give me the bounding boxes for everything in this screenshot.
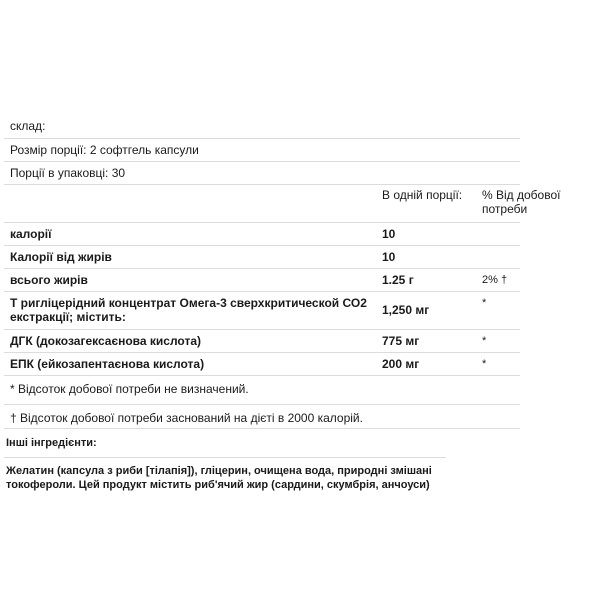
- other-ingredients-section: [4, 428, 520, 492]
- servings-per-container: Порції в упаковці: 30: [10, 166, 126, 180]
- other-ingredients-text: Желатин (капсула з риби [тілапія]), гліцерин, очищена вода, природні змішані токофероли. Цей продукт містить риб'ячий жир (сардини, скумбрія, анчоуси): [4, 457, 446, 492]
- nutrient-name: ЕПК (ейкозапентаєнова кислота): [10, 357, 205, 371]
- nutrition-table: [4, 115, 561, 433]
- column-header-row: [4, 184, 561, 222]
- nutrient-name: всього жирів: [10, 273, 88, 287]
- footnote-row: [4, 375, 520, 404]
- nutrient-amount: 1.25 г: [382, 273, 414, 287]
- nutrient-row: [4, 222, 520, 245]
- other-ingredients-title: Інші інгредієнти:: [6, 437, 97, 449]
- nutrient-amount: 200 мг: [382, 357, 420, 371]
- amount-column-header: В одній порції:: [382, 188, 463, 202]
- nutrient-name: калорії: [10, 227, 52, 241]
- nutrient-name: ДГК (докозагексаєнова кислота): [10, 334, 201, 348]
- nutrient-daily-value: *: [482, 335, 487, 347]
- footnote-not-established: * Відсоток добової потреби не визначений.: [10, 382, 249, 396]
- nutrient-amount: 10: [382, 227, 396, 241]
- nutrient-daily-value: *: [482, 297, 487, 309]
- nutrient-amount: 1,250 мг: [382, 303, 430, 317]
- nutrient-row: [4, 245, 520, 268]
- daily-value-column-header: % Від добової потреби: [482, 188, 561, 216]
- serving-size: Розмір порції: 2 софтгель капсули: [10, 143, 199, 157]
- nutrient-row: [4, 352, 520, 375]
- nutrient-row: [4, 268, 520, 291]
- label-title: склад:: [10, 119, 46, 133]
- serving-size-row: [4, 138, 520, 161]
- nutrient-name: Т ригліцерідний концентрат Омега-3 сверхкритической СО2 екстракції; містить:: [10, 296, 367, 324]
- nutrient-amount: 10: [382, 250, 396, 264]
- footnote-diet-basis: † Відсоток добової потреби заснований на дієті в 2000 калорій.: [10, 411, 363, 425]
- nutrient-daily-value: 2% †: [482, 274, 508, 286]
- nutrient-row: [4, 291, 520, 329]
- nutrient-row: [4, 329, 520, 352]
- label-title-row: [4, 115, 520, 138]
- servings-per-container-row: [4, 161, 520, 184]
- nutrient-name: Калорії від жирів: [10, 250, 112, 264]
- nutrient-daily-value: *: [482, 358, 487, 370]
- nutrient-amount: 775 мг: [382, 334, 420, 348]
